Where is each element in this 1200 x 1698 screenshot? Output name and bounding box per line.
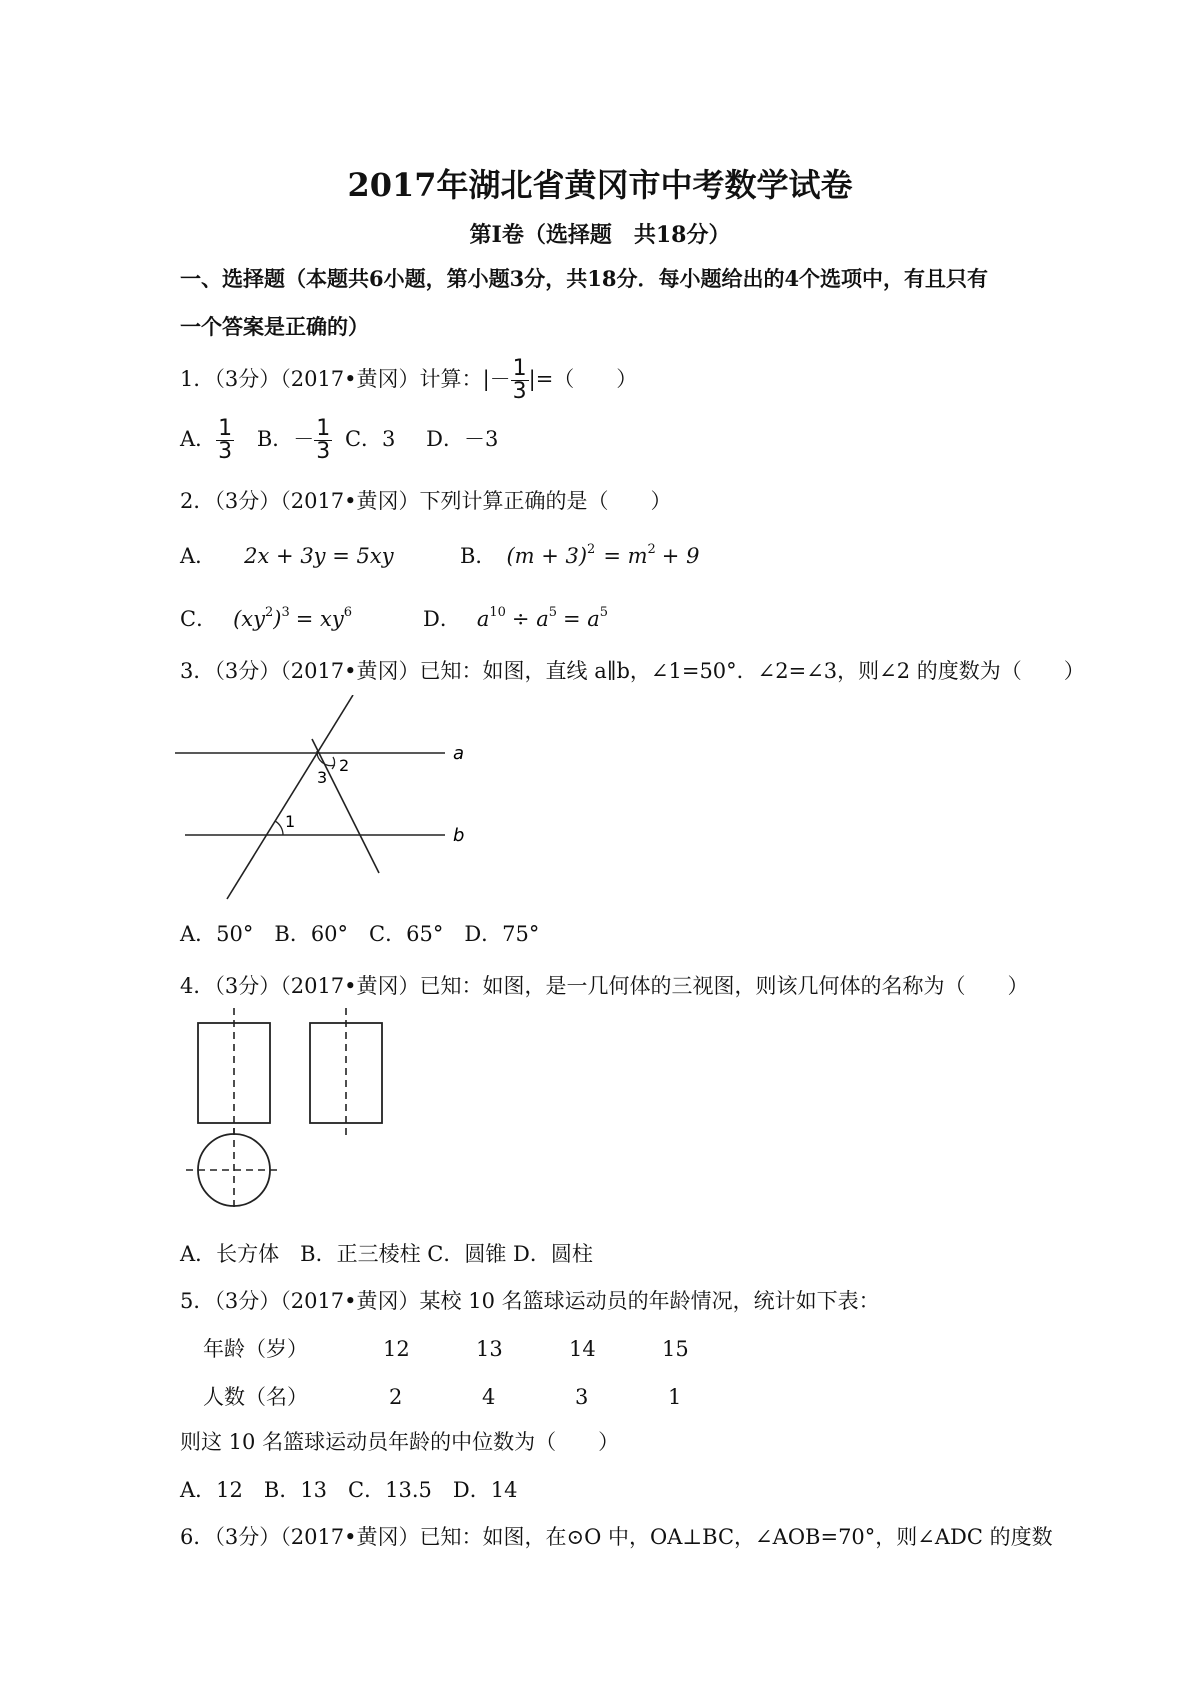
table-cell: 1 [668, 1385, 682, 1409]
q1-option-b-sign: － [293, 427, 315, 451]
question-2: 2．（3分）（2017•黄冈）下列计算正确的是（ ） [180, 489, 672, 513]
q2-c-rhs: = xy [295, 607, 344, 631]
q1-prefix: 1．（3分）（2017•黄冈）计算： [180, 367, 483, 391]
angle-1-arc [275, 821, 283, 835]
q2-option-a [180, 540, 394, 570]
q4-three-views-figure [178, 1003, 428, 1213]
q1-options [180, 418, 498, 463]
q2-c-inner-exp: 2 [264, 605, 274, 620]
q3-parallel-lines-figure [175, 695, 475, 905]
question-4: 4．（3分）（2017•黄冈）已知：如图，是一几何体的三视图，则该几何体的名称为（ ） [180, 974, 1029, 998]
q2-c-exp: 3 [281, 605, 290, 620]
q5-table-header-row [203, 1333, 722, 1363]
q2-a-label: A． [180, 544, 217, 568]
question-1 [180, 358, 637, 403]
q1-abs-open: |－ [482, 367, 511, 391]
angle-2-arc [332, 757, 335, 769]
q2-d-a-exp: 10 [489, 605, 506, 620]
q3-options: A．50° B．60° C．65° D．75° [180, 922, 540, 946]
q2-d-a: a [476, 607, 490, 631]
page-title: 2017年湖北省黄冈市中考数学试卷 [347, 166, 853, 204]
question-3: 3．（3分）（2017•黄冈）已知：如图，直线 a∥b，∠1=50°．∠2=∠3，则∠2 的度数为（ ） [180, 659, 1085, 683]
q2-b-label: B． [460, 544, 497, 568]
q2-c-inner: (xy [233, 607, 265, 631]
q2-b-rhs-exp: 2 [647, 542, 656, 557]
q2-d-div-exp: 5 [548, 605, 557, 620]
q1-option-a-fraction [216, 418, 234, 463]
side-view [310, 1008, 382, 1138]
q1-a-num: 1 [218, 416, 233, 441]
q2-b-tail: + 9 [661, 544, 700, 568]
q1-abs-close: |=（ ） [528, 367, 638, 391]
q2-d-div: ÷ a [511, 607, 549, 631]
table-cell: 人数（名） [203, 1385, 308, 1409]
q1-option-a-label: A． [180, 427, 217, 451]
question-6: 6．（3分）（2017•黄冈）已知：如图，在⊙O 中，OA⊥BC，∠AOB=70°，则∠ADC 的度数 [180, 1525, 1053, 1549]
q2-b-base: (m + 3) [506, 544, 588, 568]
transversal-left [227, 695, 353, 899]
q2-c-rhs-exp: 6 [343, 605, 353, 620]
q5-table-data-row [203, 1381, 722, 1411]
section-header-line1: 一、选择题（本题共6小题，第小题3分，共18分．每小题给出的4个选项中，有且只有 [180, 266, 989, 291]
q5-question: 则这 10 名篮球运动员年龄的中位数为（ ） [180, 1430, 620, 1454]
table-cell: 2 [389, 1385, 403, 1409]
q2-c-label: C． [180, 607, 218, 631]
q1-option-b-label: B． [256, 427, 294, 451]
q2-d-eq: = a [563, 607, 600, 631]
table-cell: 3 [575, 1385, 589, 1409]
q1-option-b-fraction [314, 418, 332, 463]
q2-option-b [460, 540, 699, 570]
q1-fraction [511, 358, 529, 403]
front-view [198, 1008, 270, 1138]
q2-a-expr: 2x + 3y = 5xy [244, 544, 394, 568]
label-angle-1: 1 [285, 812, 296, 831]
q1-denominator: 3 [512, 379, 527, 404]
q2-option-c [180, 603, 352, 633]
top-view [186, 1128, 282, 1212]
label-angle-2: 2 [339, 756, 350, 775]
section-header-line2: 一个答案是正确的） [180, 314, 369, 339]
q1-numerator: 1 [512, 356, 527, 381]
q1-b-den: 3 [316, 439, 331, 464]
table-cell: 13 [476, 1337, 503, 1361]
q1-option-c: C．3 [344, 427, 396, 451]
q5-options: A．12 B．13 C．13.5 D．14 [180, 1478, 518, 1502]
q2-b-rhs: = m [603, 544, 648, 568]
q2-c-close: ) [273, 607, 282, 631]
label-b: b [453, 825, 465, 846]
label-a: a [453, 743, 465, 764]
table-cell: 12 [383, 1337, 410, 1361]
q1-b-num: 1 [316, 416, 331, 441]
page-subtitle: 第Ⅰ卷（选择题 共18分） [469, 222, 731, 248]
table-cell: 14 [569, 1337, 596, 1361]
q2-d-label: D． [423, 607, 461, 631]
q4-options: A．长方体 B．正三棱柱 C．圆锥 D．圆柱 [180, 1242, 593, 1266]
q2-d-eq-exp: 5 [599, 605, 609, 620]
q2-b-exp: 2 [587, 542, 596, 557]
question-5: 5．（3分）（2017•黄冈）某校 10 名篮球运动员的年龄情况，统计如下表： [180, 1289, 880, 1313]
table-cell: 4 [482, 1385, 496, 1409]
label-angle-3: 3 [317, 768, 328, 787]
q1-option-d: D．－3 [426, 427, 499, 451]
q1-a-den: 3 [218, 439, 233, 464]
table-cell: 年龄（岁） [203, 1337, 308, 1361]
table-cell: 15 [662, 1337, 689, 1361]
q2-option-d [423, 603, 608, 633]
